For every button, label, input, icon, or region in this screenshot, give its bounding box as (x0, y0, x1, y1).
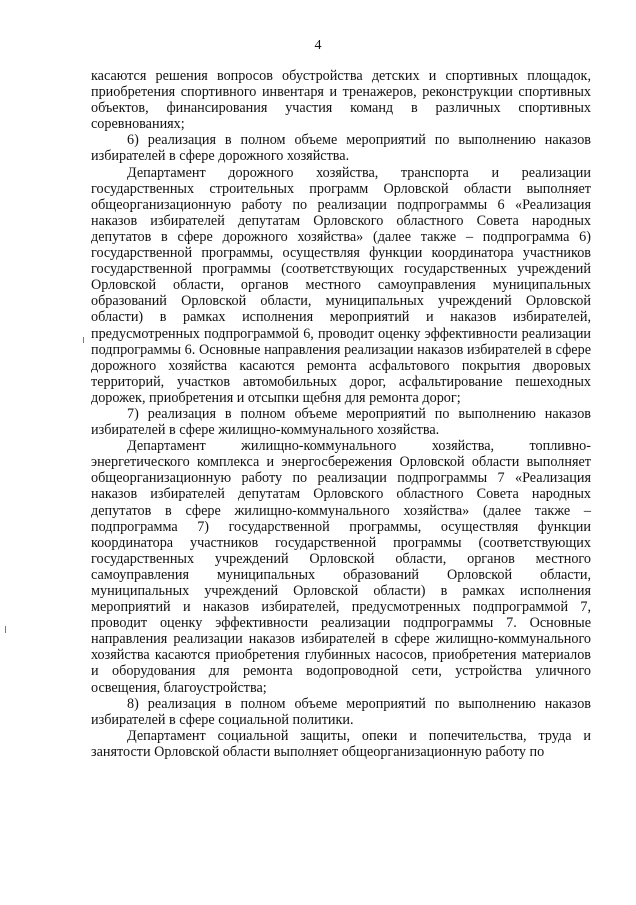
paragraph-item-7: 7) реализация в полном объеме мероприятий по выполнению наказов избирателей в сфере жилищно-коммунального хозяйства. (91, 405, 591, 439)
paragraph-social-department: Департамент социальной защиты, опеки и попечительства, труда и занятости Орловской области выполняет общеорганизационную работу по (91, 727, 591, 760)
paragraph-item-6: 6) реализация в полном объеме мероприятий по выполнению наказов избирателей в сфере дорожного хозяйства. (91, 132, 591, 165)
scan-artifact-mark (5, 626, 6, 633)
paragraph-item-8: 8) реализация в полном объеме мероприятий по выполнению наказов избирателей в сфере социальной политики. (91, 695, 591, 728)
page-number: 4 (314, 38, 322, 53)
paragraph-housing-department: Департамент жилищно-коммунального хозяйства, топливно-энергетического комплекса и энергосбережения Орловской области выполняет общеорганизационную работу по реализации подпрограммы 7 «Реализация наказов избирателей депутатам Орловского областного Совета народных депутатов в сфере жилищно-коммунального хозяйства» (далее также – подпрограмма 7) государственной программы, осуществляя функции координатора участников государственной программы (соответствующих государственных учреждений Орловской области, органов местного самоуправления муниципальных образований Орловской области, муниципальных учреждений Орловской области) в рамках исполнения мероприятий и наказов избирателей, предусмотренных подпрограммой 7, проводит оценку эффективности реализации подпрограммы 7. Основные направления реализации наказов избирателей в сфере жилищно-коммунального хозяйства касаются приобретения глубинных насосов, приобретения материалов и оборудования для ремонта водопроводной сети, устройства уличного освещения, благоустройства; (91, 438, 591, 696)
paragraph-road-department: Департамент дорожного хозяйства, транспорта и реализации государственных строительных программ Орловской области выполняет общеорганизационную работу по реализации подпрограммы 6 «Реализация наказов избирателей депутатам Орловского областного Совета народных депутатов в сфере дорожного хозяйства» (далее также – подпрограмма 6) государственной программы, осуществляя функции координатора участников государственной программы (соответствующих государственных учреждений Орловской области, органов местного самоуправления муниципальных образований Орловской области, муниципальных учреждений Орловской области) в рамках исполнения мероприятий и наказов избирателей, предусмотренных подпрограммой 6, проводит оценку эффективности реализации подпрограммы 6. Основные направления реализации наказов избирателей в сфере дорожного хозяйства касаются ремонта асфальтового покрытия дворовых территорий, участков автомобильных дорог, асфальтирование пешеходных дорожек, приобретения и отсыпки щебня для ремонта дорог; (91, 164, 591, 406)
paragraph-sports-continuation: касаются решения вопросов обустройства детских и спортивных площадок, приобретения спортивного инвентаря и тренажеров, реконструкции спортивных объектов, финансирования участия команд в различных спортивных соревнованиях; (91, 68, 591, 133)
document-body (91, 68, 591, 760)
scan-artifact-mark (83, 337, 84, 343)
